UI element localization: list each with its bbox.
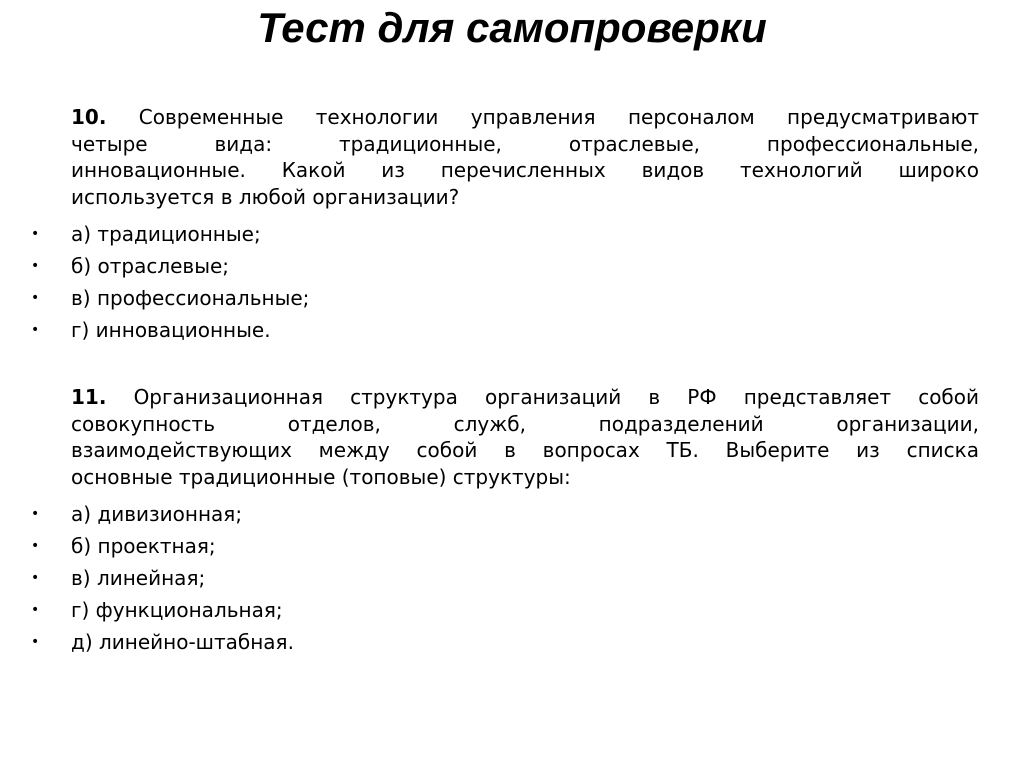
option-item: • г) функциональная; (0, 594, 1024, 626)
question-10-options (0, 218, 1024, 346)
bullet-icon: • (31, 322, 40, 338)
option-item: • б) проектная; (0, 530, 1024, 562)
bullet-icon: • (31, 634, 40, 650)
option-item: • в) профессиональные; (0, 282, 1024, 314)
option-item: • д) линейно-штабная. (0, 626, 1024, 658)
question-line: инновационные. Какой из перечисленных видов технологий широко (71, 158, 979, 182)
bullet-icon: • (31, 602, 40, 618)
question-number: 11. (71, 385, 107, 409)
option-item: • г) инновационные. (0, 314, 1024, 346)
question-line: основные традиционные (топовые) структуры: (71, 464, 571, 489)
option-item: • а) традиционные; (0, 218, 1024, 250)
question-line: 11. Организационная структура организаций в РФ представляет собой (71, 385, 979, 409)
question-line: взаимодействующих между собой в вопросах ТБ. Выберите из списка (71, 438, 979, 462)
bullet-icon: • (31, 290, 40, 306)
question-line: 10. Современные технологии управления персоналом предусматривают (71, 105, 979, 129)
question-11-options (0, 498, 1024, 658)
bullet-icon: • (31, 538, 40, 554)
question-11 (71, 384, 979, 490)
option-item: • б) отраслевые; (0, 250, 1024, 282)
bullet-icon: • (31, 258, 40, 274)
question-line: четыре вида: традиционные, отраслевые, профессиональные, (71, 131, 979, 156)
question-line: совокупность отделов, служб, подразделений организации, (71, 411, 979, 436)
slide-title: Тест для самопроверки (257, 4, 767, 51)
question-number: 10. (71, 105, 107, 129)
option-item: • а) дивизионная; (0, 498, 1024, 530)
bullet-icon: • (31, 226, 40, 242)
question-line: используется в любой организации? (71, 184, 460, 209)
bullet-icon: • (31, 506, 40, 522)
bullet-icon: • (31, 570, 40, 586)
question-10 (71, 104, 979, 210)
option-item: • в) линейная; (0, 562, 1024, 594)
